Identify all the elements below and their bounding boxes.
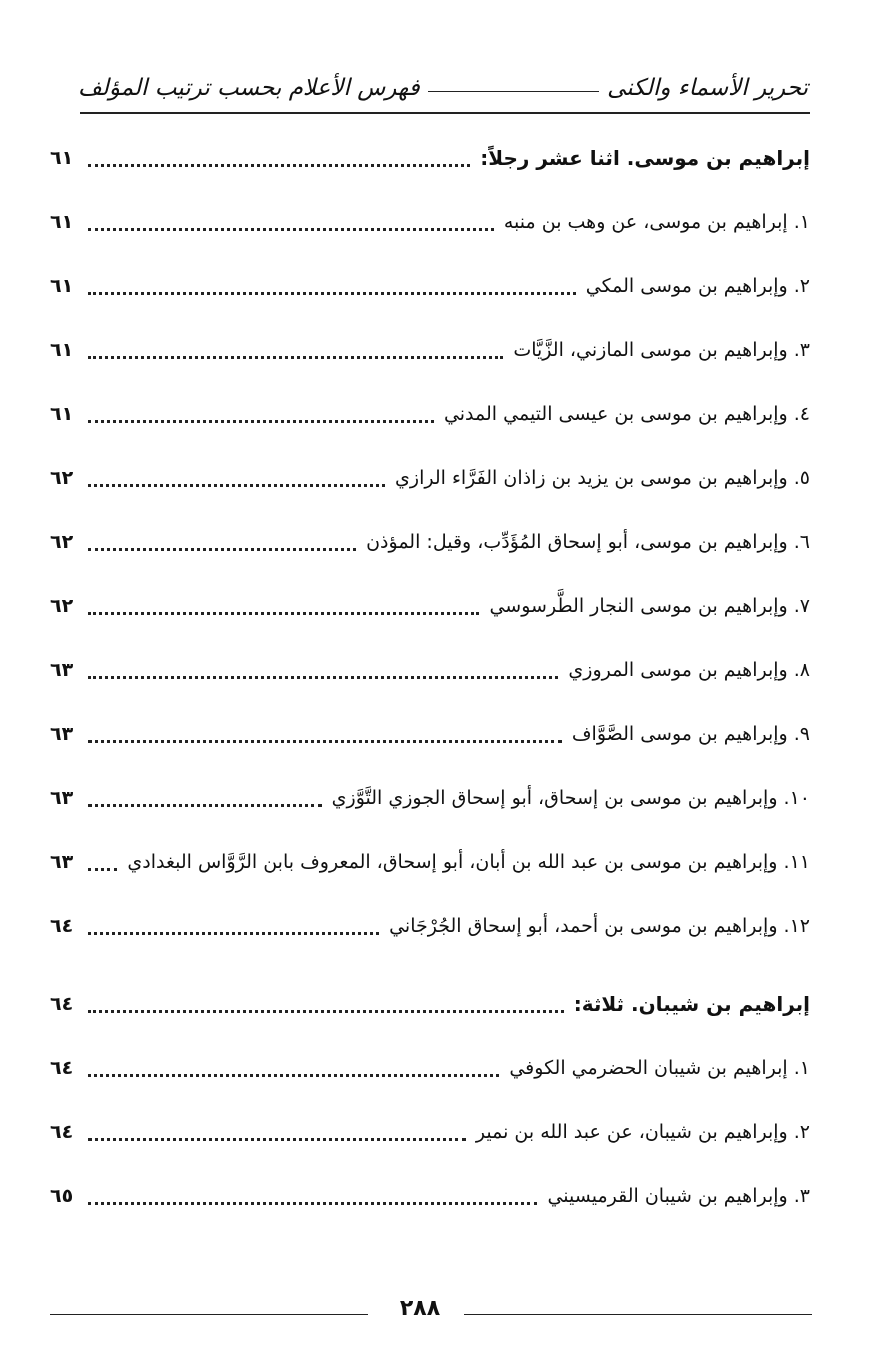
index-entry — [50, 318, 810, 382]
index-entry — [50, 638, 810, 702]
entry-title: ٨. وإبراهيم بن موسى المروزي — [568, 659, 810, 681]
dot-leader — [88, 1056, 499, 1077]
entry-title: ١. إبراهيم بن موسى، عن وهب بن منبه — [503, 211, 810, 233]
dot-leader — [88, 338, 503, 359]
footer-rule-left — [50, 1314, 368, 1315]
entry-page: ٦١ — [50, 403, 74, 425]
dot-leader — [88, 1184, 537, 1205]
section-heading-page: ٦٤ — [50, 993, 74, 1015]
dot-leader — [88, 210, 494, 231]
index-entry — [50, 1164, 810, 1228]
page-footer — [50, 1290, 812, 1340]
entry-page: ٦٢ — [50, 531, 74, 553]
entry-page: ٦١ — [50, 339, 74, 361]
index-entry — [50, 190, 810, 254]
index-entry — [50, 894, 810, 958]
entry-page: ٦٣ — [50, 851, 74, 873]
entry-page: ٦١ — [50, 275, 74, 297]
dot-leader — [88, 274, 576, 295]
dot-leader — [88, 530, 356, 551]
running-head-book-title: تحرير الأسماء والكنى — [607, 75, 808, 101]
index-entry — [50, 510, 810, 574]
dot-leader — [88, 594, 479, 615]
section-heading — [50, 972, 810, 1036]
running-head — [78, 68, 808, 108]
dot-leader — [88, 722, 562, 743]
running-head-rule — [428, 91, 600, 92]
entry-page: ٦٢ — [50, 467, 74, 489]
section-heading-page: ٦١ — [50, 147, 74, 169]
entry-title: ١. إبراهيم بن شيبان الحضرمي الكوفي — [509, 1057, 810, 1079]
entry-title: ٢. وإبراهيم بن موسى المكي — [585, 275, 810, 297]
entry-page: ٦١ — [50, 211, 74, 233]
dot-leader — [88, 1120, 466, 1141]
dot-leader — [88, 914, 379, 935]
index-entry — [50, 1036, 810, 1100]
entry-title: ٤. وإبراهيم بن موسى بن عيسى التيمي المدني — [443, 403, 810, 425]
entry-title: ٣. وإبراهيم بن موسى المازني، الزَّيَّات — [513, 339, 810, 361]
index-entry — [50, 254, 810, 318]
entry-title: ١١. وإبراهيم بن موسى بن عبد الله بن أبان، أبو إسحاق، المعروف بابن الرَّوَّاس البغدادي — [127, 851, 810, 873]
entry-page: ٦٣ — [50, 659, 74, 681]
entry-page: ٦٣ — [50, 723, 74, 745]
index-list — [50, 126, 810, 1228]
index-entry — [50, 1100, 810, 1164]
dot-leader — [88, 466, 385, 487]
index-entry — [50, 830, 810, 894]
entry-page: ٦٢ — [50, 595, 74, 617]
entry-page: ٦٣ — [50, 787, 74, 809]
section-gap — [50, 958, 810, 972]
entry-page: ٦٤ — [50, 1121, 74, 1143]
running-head-section-title: فهرس الأعلام بحسب ترتيب المؤلف — [78, 75, 420, 101]
dot-leader — [88, 402, 434, 423]
entry-title: ٩. وإبراهيم بن موسى الصَّوَّاف — [571, 723, 810, 745]
index-entry — [50, 382, 810, 446]
section-heading — [50, 126, 810, 190]
entry-title: ٥. وإبراهيم بن موسى بن يزيد بن زاذان الفَرَّاء الرازي — [395, 467, 810, 489]
entry-title: ١٠. وإبراهيم بن موسى بن إسحاق، أبو إسحاق الجوزي التَّوَّزي — [331, 787, 810, 809]
page-number: ٢٨٨ — [399, 1296, 441, 1321]
entry-title: ١٢. وإبراهيم بن موسى بن أحمد، أبو إسحاق الجُرْجَاني — [389, 915, 810, 937]
entry-title: ٣. وإبراهيم بن شيبان القرميسيني — [547, 1185, 810, 1207]
entry-page: ٦٤ — [50, 1057, 74, 1079]
footer-rule-right — [464, 1314, 812, 1315]
entry-title: ٧. وإبراهيم بن موسى النجار الطَّرسوسي — [489, 595, 810, 617]
dot-leader — [88, 992, 564, 1013]
section-heading-title: إبراهيم بن موسى. اثنا عشر رجلاً: — [480, 146, 810, 170]
entry-page: ٦٥ — [50, 1185, 74, 1207]
section-heading-title: إبراهيم بن شيبان. ثلاثة: — [573, 992, 810, 1016]
entry-page: ٦٤ — [50, 915, 74, 937]
dot-leader — [88, 658, 558, 679]
dot-leader — [88, 146, 470, 167]
index-entry — [50, 766, 810, 830]
entry-title: ٢. وإبراهيم بن شيبان، عن عبد الله بن نمير — [475, 1121, 810, 1143]
dot-leader — [88, 850, 117, 871]
entry-title: ٦. وإبراهيم بن موسى، أبو إسحاق المُؤَدِّب، وقيل: المؤذن — [366, 531, 810, 553]
index-entry — [50, 574, 810, 638]
header-divider — [80, 112, 810, 114]
index-entry — [50, 446, 810, 510]
index-entry — [50, 702, 810, 766]
dot-leader — [88, 786, 322, 807]
